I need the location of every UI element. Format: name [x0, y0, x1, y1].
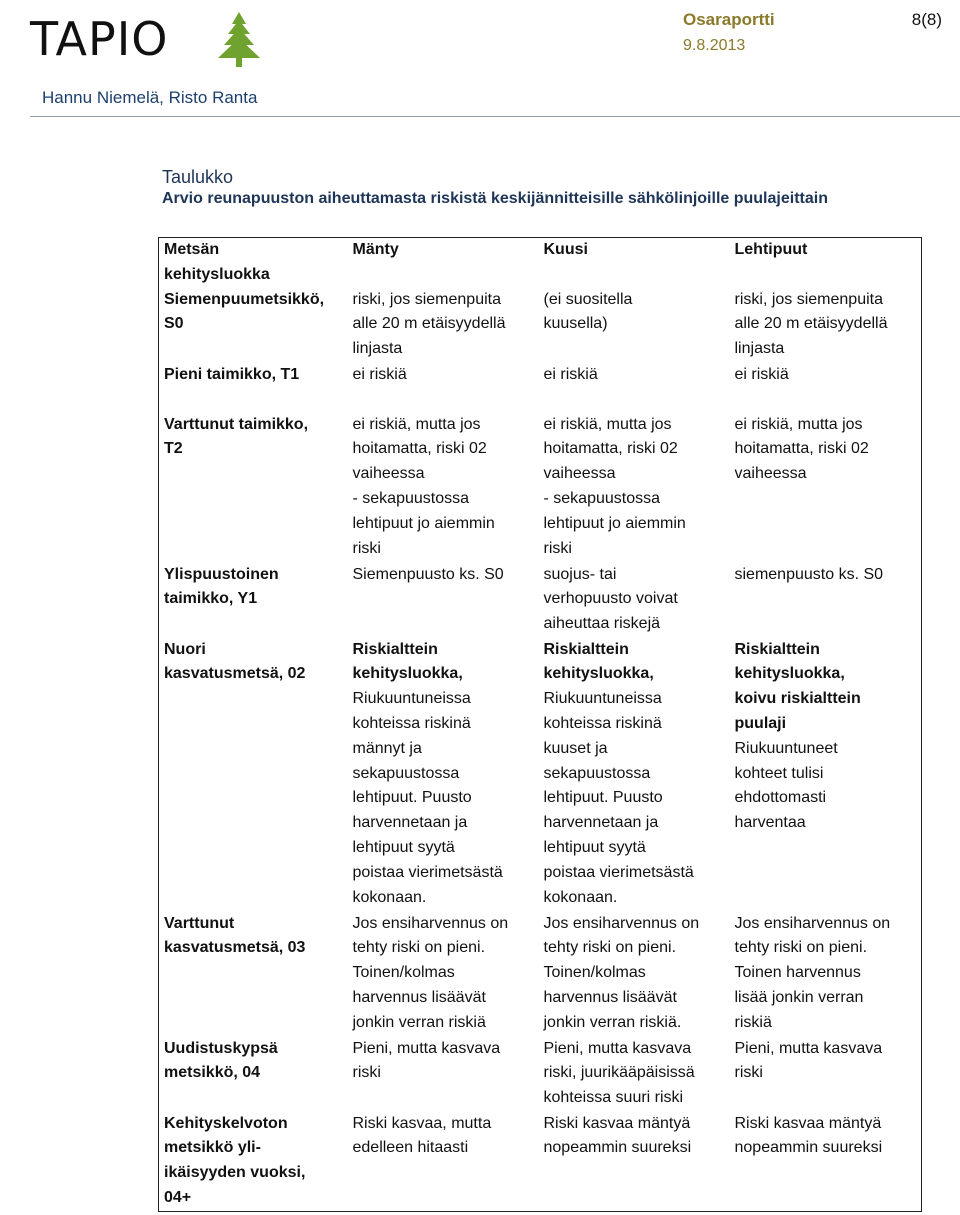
broadleaf-cell: Jos ensiharvennus on tehty riski on pieni. Toinen harvennus lisää jonkin verran riskiä — [734, 914, 891, 1031]
cell-text: Riukuuntuneissa kohteissa riskinä männyt ja sekapuustossa lehtipuut. Puusto harvennetaan ja lehtipuut syytä poistaa vierimetsästä kokonaan. — [352, 690, 503, 906]
spruce-cell: (ei suositella kuusella) — [543, 290, 633, 333]
header-cell-broadleaf: Lehtipuut — [734, 241, 808, 258]
table-row — [159, 563, 922, 638]
pine-cell: ei riskiä — [352, 365, 407, 383]
broadleaf-cell: siemenpuusto ks. S0 — [734, 565, 884, 583]
bold-lead: Riskialttein kehitysluokka, — [543, 640, 654, 683]
spruce-cell: Jos ensiharvennus on tehty riski on pieni. Toinen/kolmas harvennus lisäävät jonkin verran riskiä. — [543, 914, 700, 1031]
header-cell-spruce: Kuusi — [543, 241, 588, 258]
tree-icon — [216, 12, 262, 68]
report-type: Osaraportti — [683, 10, 775, 29]
pine-cell: Pieni, mutta kasvava riski — [352, 1039, 501, 1082]
table-row — [159, 1112, 922, 1212]
spruce-cell: ei riskiä, mutta jos hoitamatta, riski 02 vaiheessa - sekapuustossa lehtipuut jo aiemmin riski — [543, 415, 686, 557]
table-header-row — [159, 238, 922, 288]
row-class-cell: Ylispuustoinen taimikko, Y1 — [164, 565, 279, 608]
pine-cell — [348, 638, 539, 912]
cell-text: Riukuuntuneissa kohteissa riskinä kuuset ja sekapuustossa lehtipuut. Puusto harvennetaan ja lehtipuut syytä poistaa vierimetsästä kokonaan. — [543, 690, 694, 906]
row-class-cell: Varttunut taimikko, T2 — [164, 415, 309, 458]
pine-cell: Riski kasvaa, mutta edelleen hitaasti — [352, 1114, 492, 1157]
header-cell-pine: Mänty — [352, 241, 399, 258]
table-caption-title: Arvio reunapuuston aiheuttamasta riskistä keskijännitteisille sähkölinjoille puulajeittain — [162, 190, 828, 207]
row-class-cell: Uudistuskypsä metsikkö, 04 — [164, 1039, 278, 1082]
table-row — [159, 1037, 922, 1112]
report-date: 9.8.2013 — [683, 37, 746, 54]
broadleaf-cell: Pieni, mutta kasvava riski — [734, 1039, 883, 1082]
table-row — [159, 638, 922, 912]
broadleaf-cell: riski, jos siemenpuita alle 20 m etäisyydellä linjasta — [734, 290, 888, 358]
spruce-cell: Pieni, mutta kasvava riski, juurikääpäisissä kohteissa suuri riski — [543, 1039, 695, 1107]
table-row — [159, 912, 922, 1037]
row-class-cell: Pieni taimikko, T1 — [164, 365, 300, 383]
table-caption-label: Taulukko — [162, 167, 234, 187]
authors: Hannu Niemelä, Risto Ranta — [42, 88, 258, 107]
cell-text: Riukuuntuneet kohteet tulisi ehdottomasti harventaa — [734, 739, 838, 832]
broadleaf-cell — [730, 638, 922, 912]
header-cell-class: Metsän kehitysluokka — [164, 241, 270, 283]
spruce-cell: ei riskiä — [543, 365, 598, 383]
bold-lead: Riskialttein kehitysluokka, — [352, 640, 463, 683]
spruce-cell: suojus- tai verhopuusto voivat aiheuttaa riskejä — [543, 565, 678, 633]
pine-cell: riski, jos siemenpuita alle 20 m etäisyydellä linjasta — [352, 290, 506, 358]
table-row — [159, 363, 922, 413]
page-number: 8(8) — [911, 10, 942, 29]
logo-wordmark: TAPIO — [30, 12, 169, 66]
row-class-cell: Siemenpuumetsikkö, S0 — [164, 290, 325, 333]
spruce-cell — [539, 638, 730, 912]
table-row — [159, 288, 922, 363]
broadleaf-cell: ei riskiä — [734, 365, 789, 383]
tapio-logo — [30, 10, 235, 68]
spruce-cell: Riski kasvaa mäntyä nopeammin suureksi — [543, 1114, 692, 1157]
row-class-cell: Kehityskelvoton metsikkö yli- ikäisyyden vuoksi, 04+ — [164, 1114, 306, 1206]
header-divider — [30, 116, 960, 117]
bold-lead: Riskialttein kehitysluokka, koivu riskialttein puulaji — [734, 640, 861, 732]
pine-cell: Jos ensiharvennus on tehty riski on pieni. Toinen/kolmas harvennus lisäävät jonkin verran riskiä — [352, 914, 509, 1031]
table-row — [159, 413, 922, 563]
broadleaf-cell: ei riskiä, mutta jos hoitamatta, riski 02 vaiheessa — [734, 415, 869, 483]
pine-cell: ei riskiä, mutta jos hoitamatta, riski 02 vaiheessa - sekapuustossa lehtipuut jo aiemmin riski — [352, 415, 495, 557]
broadleaf-cell: Riski kasvaa mäntyä nopeammin suureksi — [734, 1114, 883, 1157]
risk-table — [158, 237, 922, 1212]
row-class-cell: Nuori kasvatusmetsä, 02 — [164, 640, 306, 683]
row-class-cell: Varttunut kasvatusmetsä, 03 — [164, 914, 306, 957]
pine-cell: Siemenpuusto ks. S0 — [352, 565, 504, 583]
